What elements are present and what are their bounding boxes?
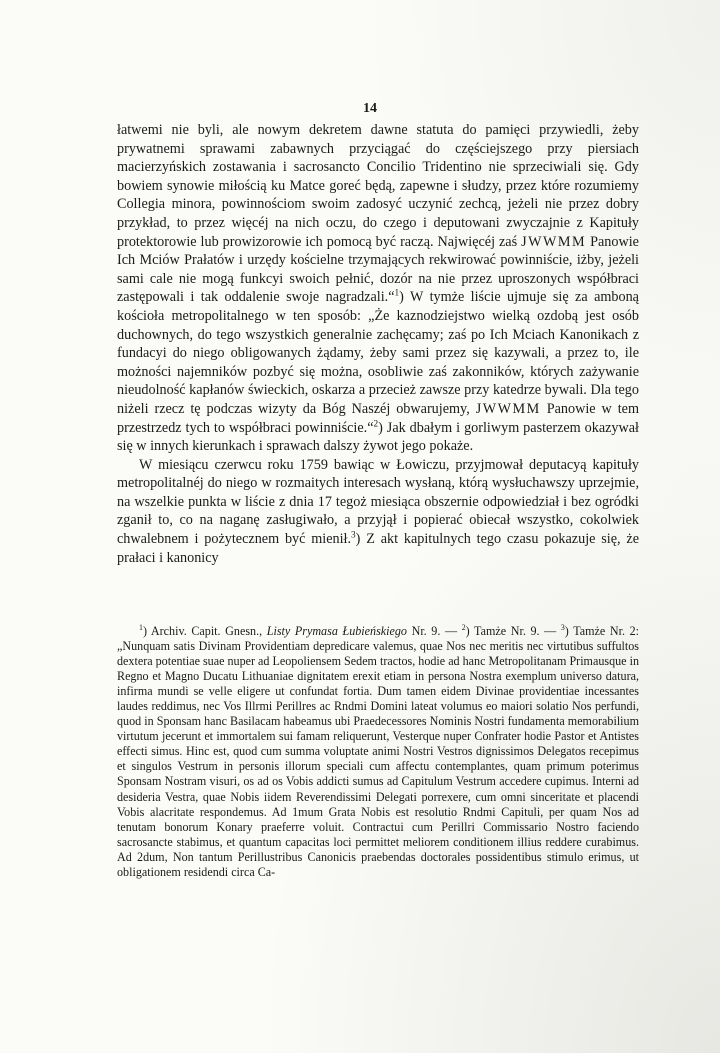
footnote-3-mark: 3 bbox=[560, 622, 565, 632]
paragraph-1-part-a: łatwemi nie byli, ale nowym dekretem dawne statuta do pamięci przywiedli, żeby prywatnemi sprawami zabawnych przyciągać do częściejszego przy piersiach macierzyńskich zostawania i sacrosancto Concilio Tridentino nie sprzeciwiali się. Gdy bowiem synowie miłością ku Matce goreć będą, zapewne i słudzy, przez które rozumiemy Collegia minora, powinnościom swoim zadosyć uczynić zechcą, jeżeli nie przez dobry przykład, to przez więcéj na nich oczu, do czego i deputowani zwyczajnie z Kapituły protektorowie lub prowizorowie ich pomocą być raczą. Najwięcéj zaś bbox=[117, 122, 639, 250]
footnote-1-source: ) Archiv. Capit. Gnesn., bbox=[142, 624, 267, 638]
footnote-1-ref: Nr. 9. — bbox=[406, 624, 462, 638]
footnotes bbox=[117, 624, 639, 880]
footnote-1-title: Listy Prymasa Łubieńskiego bbox=[266, 624, 407, 638]
paragraph-1-part-f: Panowie w tem przestrzedz tych to współbraci powinniście.“ bbox=[117, 400, 639, 436]
footnote-2-mark: 2 bbox=[461, 622, 466, 632]
paragraph-2-part-a: W miesiącu czerwcu roku 1759 bawiąc w Łowiczu, przyjmował deputacyą kapituły metropolitalnéj do niego w rozmaitych interesach wysłaną, którą wysłuchawszy uprzejmie, na wszelkie punkta w liście z dnia 17 tegoż miesiąca obszernie odpowiedział i bez ogródki zganił to, co na naganę zasługiwało, a przyjął i popierać obiecał wszystko, cokolwiek chwalebnem i pożytecznem być mienił. bbox=[117, 456, 639, 548]
paragraph-1-part-d: ) W tymże liście ujmuje się za amboną kościoła metropolitalnego w ten sposób: „Że kaznodziejstwo wielką ozdobą jest osób duchownych, do tego wszystkich generalnie zachęcamy; zaś po Ich Mciach Kanonikach z fundacyi do niego obligowanych żądamy, żeby sami przez się kazywali, a przez to, ile możności najemników pozbyć się można, osobliwie zaś zakonników, których zażywanie nieudolność kapłanów świeckich, oskarza a przecież zawsze przy katedrze bywali. Dla tego niżeli rzecz tę podczas wizyty da Bóg Naszéj obwarujemy, bbox=[117, 289, 639, 417]
footnote-block bbox=[117, 624, 639, 880]
footnote-ref-3: 3 bbox=[351, 529, 356, 540]
honorific-abbreviation: JWWMM bbox=[475, 400, 541, 417]
honorific-abbreviation: JWWMM bbox=[521, 233, 587, 250]
footnote-ref-1: 1 bbox=[394, 287, 400, 298]
paragraph-2-part-b: ) Z akt kapitulnych tego czasu pokazuje się, że prałaci i kanonicy bbox=[117, 531, 639, 566]
footnote-3-text: ) Tamże Nr. 2: „Nunquam satis Divinam Providentiam depredicare valemus, quae Nos nec meritis nec virtutibus suffultos dextera potentiae suae nuper ad Leopoliensem Sedem tractos, hodie ad hanc Metropolitanam Primausque in Regno et Magno Ducatu Lithuaniae dignitatem erexit etiam in persona Nostra exemplum universo datura, infirma mundi se velle eligere ut confundat fortia. Dum tamen eidem Divinae providentiae incessantes laudes reddimus, nec Vos Illrmi Perillres ac Rndmi Domini lateat volumus eo maiori solatio Nos perfundi, quod in Sponsam hanc Basilacam habeamus ubi Praedecessores Nominis Nostri fundamenta memorabilium virtutum jecerunt et immortalem sui famam reliquerunt, Vesterque nuper Confrater hodie Pastor et Antistes effecti simus. Hinc est, quod cum summa voluptate animi Nostri Vestros dignissimos Delegatos recepimus et singulos Vestrum in personis illorum speciali cum affectu contemplantes, quam primum poterimus Sponsam Nostram visuri, os ad os Vobis addicti sumus ad Capitulum Vestrum accedere cupimus. Interni ad desideria Vestra, quae Nobis iidem Reverendissimi Delegati porrexere, cum omni sinceritate et placendi Vobis alacritate respondemus. Ad 1mum Grata Nobis est resolutio Rndmi Capituli, per quam Nos ad tenutam bonorum Konary praeferre voluit. Contractui cum Perillri Commissario Nostro faciendo sacrosancte stabimus, et quantum capacitas loci permittet meliorem conditionem illius reddere curabimus. Ad 2dum, Non tantum Perillustribus Canonicis praebendas doctorales possidentibus stimulo erimus, ut obligationem residendi circa Ca- bbox=[117, 624, 639, 879]
paragraph-1-part-c: Panowie Ich Mciów Prałatów i urzędy kościelne trzymających rekwirować powinniście, iżby, jeżeli sami cale nie mogą funkcyi swoich pełnić, dozór na nie przez uproszonych współbraci zastępowali i tak oddalenie swoje nagradzali.“ bbox=[117, 233, 639, 306]
main-text bbox=[117, 121, 639, 567]
footnote-1-mark: 1 bbox=[139, 622, 143, 632]
footnote-2-text: ) Tamże Nr. 9. — bbox=[465, 624, 561, 638]
paragraph-2 bbox=[117, 456, 639, 568]
paragraph-1 bbox=[117, 121, 639, 456]
paragraph-1-part-g: ) Jak dbałym i gorliwym pasterzem okazywał się w innych kierunkach i sprawach dalszy żywot jego pokaże. bbox=[117, 419, 640, 455]
page-number: 14 bbox=[363, 101, 377, 116]
footnote-ref-2: 2 bbox=[373, 417, 379, 428]
